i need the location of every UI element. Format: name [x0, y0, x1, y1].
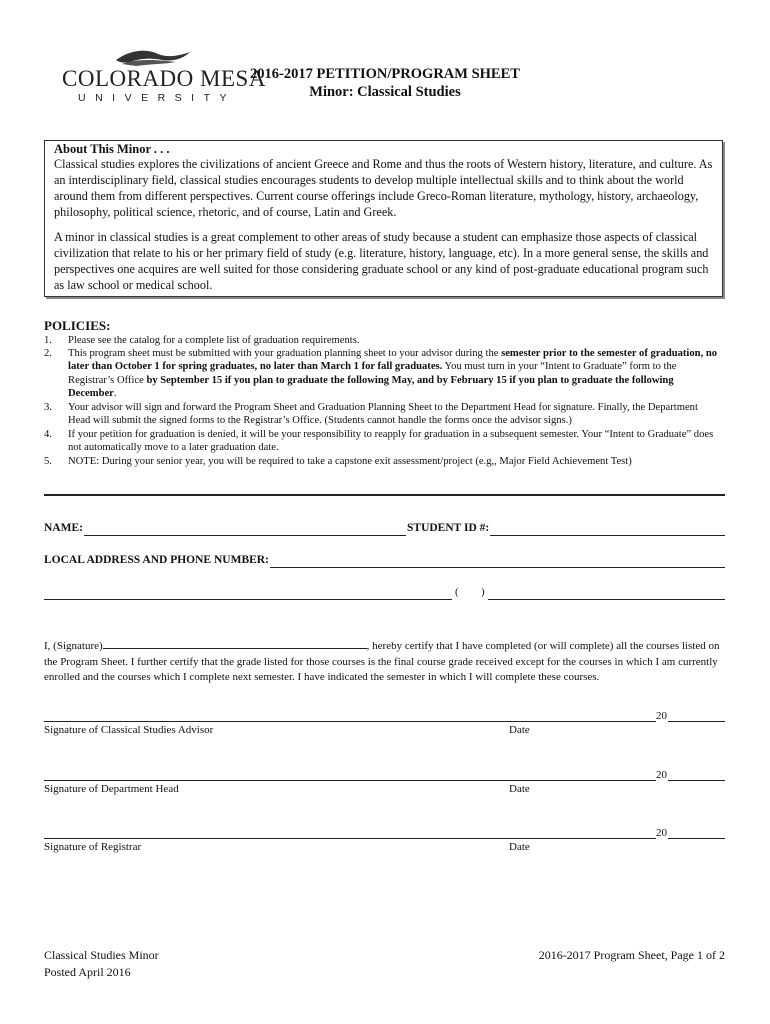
policy-number: 4.	[44, 429, 52, 440]
advisor-signature-label: Signature of Classical Studies Advisor	[44, 724, 214, 736]
dept-head-year-field[interactable]	[668, 780, 725, 781]
policy-number: 5.	[44, 456, 52, 467]
certification-statement: I, (Signature) , hereby certify that I have completed (or will complete) all the courses listed on the Program Sheet. I further certify that the grade listed for those courses is the final course grade received except for the courses in which I am currently enrolled and the courses which I complete next semester. I have indicated the semester in which I will complete these courses.	[44, 640, 720, 683]
advisor-date-label: Date	[509, 724, 530, 736]
registrar-date-label: Date	[509, 841, 530, 853]
policy-text: If your petition for graduation is denied, it will be your responsibility to reapply for graduation in a subsequent semester. Your “Intent to Graduate” does not automatically move to a later graduation date.	[68, 429, 714, 454]
policy-number: 3.	[44, 402, 52, 413]
section-divider	[44, 494, 725, 496]
address-label: LOCAL ADDRESS AND PHONE NUMBER:	[44, 554, 269, 566]
document-title: 2016-2017 PETITION/PROGRAM SHEET	[250, 66, 520, 82]
policy-number: 1.	[44, 335, 52, 346]
about-paragraph-1: Classical studies explores the civilizations of ancient Greece and Rome and thus the roots of Western history, literature, and culture. As an interdisciplinary field, classical studies encourages students to develop multiple intellectual skills and to think about the world around them from different perspectives. Current course offerings include Greco-Roman literature, mythology, history, archaeology, philosophy, political science, rhetoric, and of course, Latin and Greek.	[54, 157, 713, 219]
about-title: About This Minor . . .	[54, 142, 170, 156]
registrar-year-prefix: 20	[656, 827, 667, 839]
logo-university: UNIVERSITY	[78, 92, 237, 104]
policy-text: Please see the catalog for a complete list of graduation requirements.	[68, 335, 360, 346]
phone-number-field[interactable]	[488, 599, 725, 600]
dept-head-date-label: Date	[509, 783, 530, 795]
policy-text: NOTE: During your senior year, you will be required to take a capstone exit assessment/project (e.g,, Major Field Achievement Test)	[68, 456, 632, 467]
dept-head-signature-field[interactable]	[44, 780, 656, 781]
address-field[interactable]	[270, 567, 725, 568]
dept-head-year-prefix: 20	[656, 769, 667, 781]
student-id-field[interactable]	[490, 535, 725, 536]
address-field-line-2[interactable]	[44, 599, 452, 600]
policy-text: This program sheet must be submitted with your graduation planning sheet to your advisor during the semester prior to the semester of graduation, no later than October 1 for spring graduates, no later than March 1 for fall graduates. You must turn in your “Intent to Graduate” form to the Registrar’s Office by September 15 if you plan to graduate the following May, and by February 15 if you plan to graduate the following December.	[68, 348, 718, 400]
dept-head-signature-label: Signature of Department Head	[44, 783, 179, 795]
advisor-year-prefix: 20	[656, 710, 667, 722]
policies-title: POLICIES:	[44, 318, 111, 333]
policy-number: 2.	[44, 348, 52, 359]
policy-text: Your advisor will sign and forward the Program Sheet and Graduation Planning Sheet to the Department Head for signature. Finally, the Department Head will submit the signed forms to the Registrar’s Office. (Students cannot handle the forms once the advisor signs.)	[68, 402, 698, 427]
registrar-signature-field[interactable]	[44, 838, 656, 839]
phone-open-paren: (	[455, 586, 459, 598]
logo-wordmark: COLORADO MESA	[62, 66, 266, 91]
phone-close-paren: )	[481, 586, 485, 598]
registrar-year-field[interactable]	[668, 838, 725, 839]
advisor-signature-field[interactable]	[44, 721, 656, 722]
name-field[interactable]	[84, 535, 406, 536]
footer-posted-date: Posted April 2016	[44, 965, 131, 979]
footer-page-info: 2016-2017 Program Sheet, Page 1 of 2	[538, 948, 725, 962]
student-signature-field[interactable]	[103, 638, 367, 649]
registrar-signature-label: Signature of Registrar	[44, 841, 142, 853]
advisor-year-field[interactable]	[668, 721, 725, 722]
document-subtitle: Minor: Classical Studies	[309, 84, 461, 100]
footer-minor-name: Classical Studies Minor	[44, 948, 159, 962]
about-paragraph-2: A minor in classical studies is a great complement to other areas of study because a student can emphasize those aspects of classical civilization that relate to his or her primary field of study (e.g. literature, history, language, etc). In a more general sense, the skills and perspectives one acquires are well suited for those considering graduate school or any kind of post-graduate educational program such as law school or medical school.	[54, 230, 709, 292]
name-label: NAME:	[44, 522, 83, 534]
student-id-label: STUDENT ID #:	[407, 522, 490, 534]
